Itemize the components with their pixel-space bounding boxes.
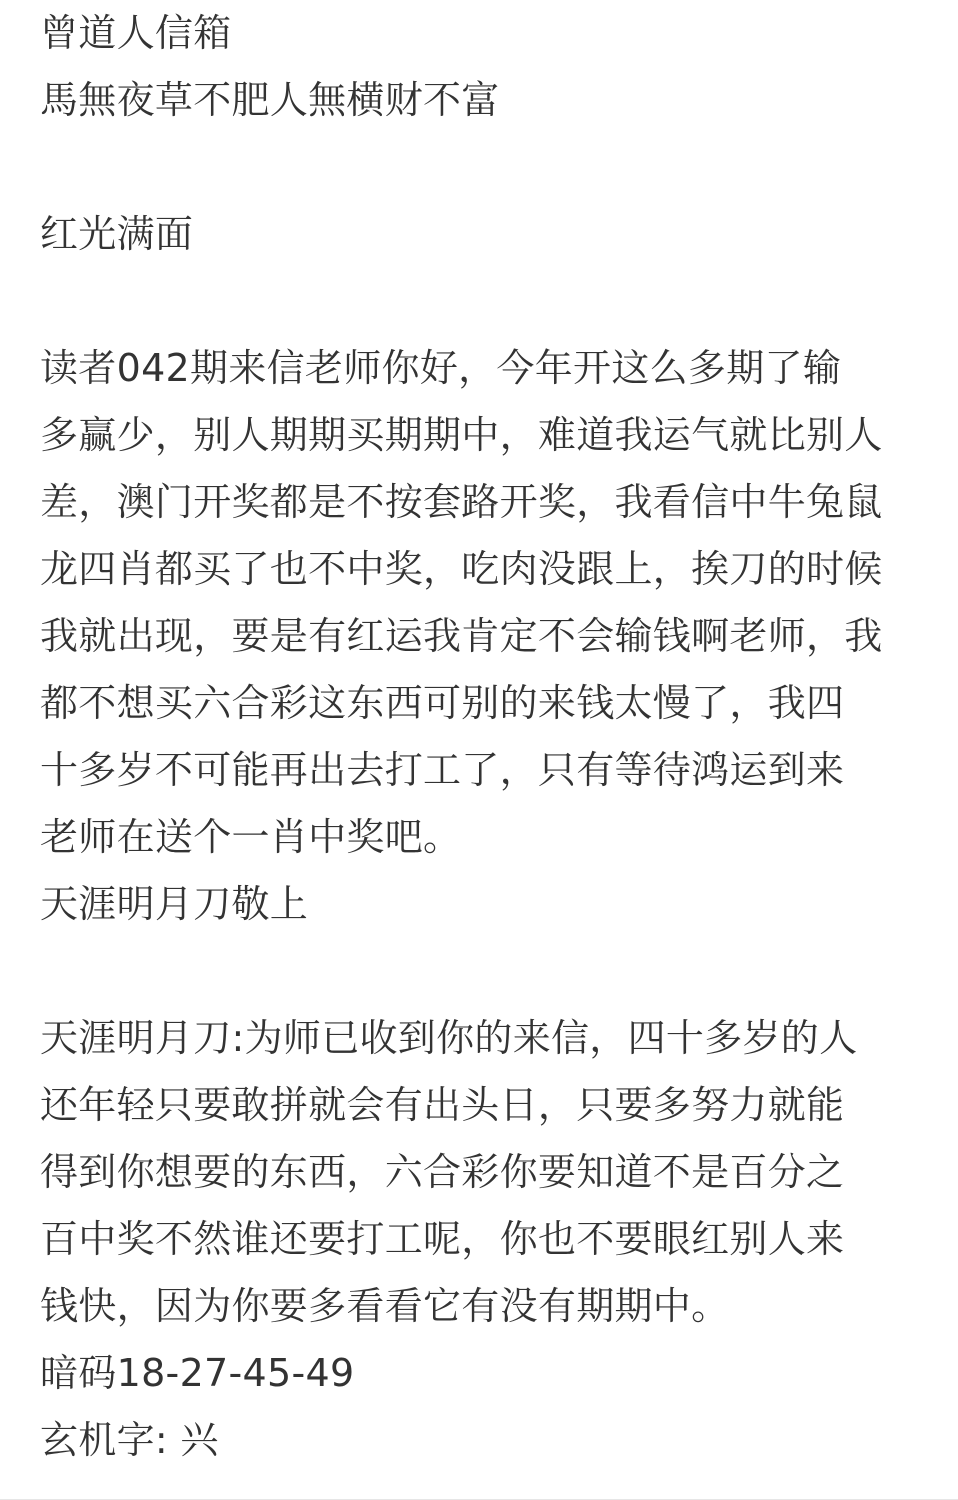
- reply-line: 百中奖不然谁还要打工呢，你也不要眼红别人来: [40, 1217, 845, 1261]
- article-content: [40, 0, 920, 1474]
- post-title: 曾道人信箱: [40, 11, 232, 55]
- post-motto: 馬無夜草不肥人無横财不富: [40, 78, 500, 122]
- reply-line: 得到你想要的东西，六合彩你要知道不是百分之: [40, 1150, 845, 1194]
- secret-code: 暗码18-27-45-49: [40, 1351, 355, 1395]
- letter-line: 多赢少，别人期期买期期中，难道我运气就比别人: [40, 413, 883, 457]
- letter-signature: 天涯明月刀敬上: [40, 882, 309, 926]
- letter-line: 龙四肖都买了也不中奖，吃肉没跟上，挨刀的时候: [40, 547, 883, 591]
- letter-line: 读者042期来信老师你好，今年开这么多期了输: [40, 346, 842, 390]
- reply-line: 还年轻只要敢拼就会有出头日，只要多努力就能: [40, 1083, 845, 1127]
- letter-line: 都不想买六合彩这东西可别的来钱太慢了，我四: [40, 681, 845, 725]
- letter-line: 十多岁不可能再出去打工了，只有等待鸿运到来: [40, 748, 845, 792]
- spacer: [40, 134, 920, 201]
- spacer: [40, 268, 920, 335]
- post-subtitle: 红光满面: [40, 212, 194, 256]
- reply-line: 钱快，因为你要多看看它有没有期期中。: [40, 1284, 730, 1328]
- mystery-character: 玄机字: 兴: [40, 1418, 219, 1462]
- letter-line: 老师在送个一肖中奖吧。: [40, 815, 462, 859]
- reply-line: 天涯明月刀:为师已收到你的来信，四十多岁的人: [40, 1016, 858, 1060]
- spacer: [40, 938, 920, 1005]
- letter-line: 差，澳门开奖都是不按套路开奖，我看信中牛兔鼠: [40, 480, 883, 524]
- letter-line: 我就出现，要是有红运我肯定不会输钱啊老师，我: [40, 614, 883, 658]
